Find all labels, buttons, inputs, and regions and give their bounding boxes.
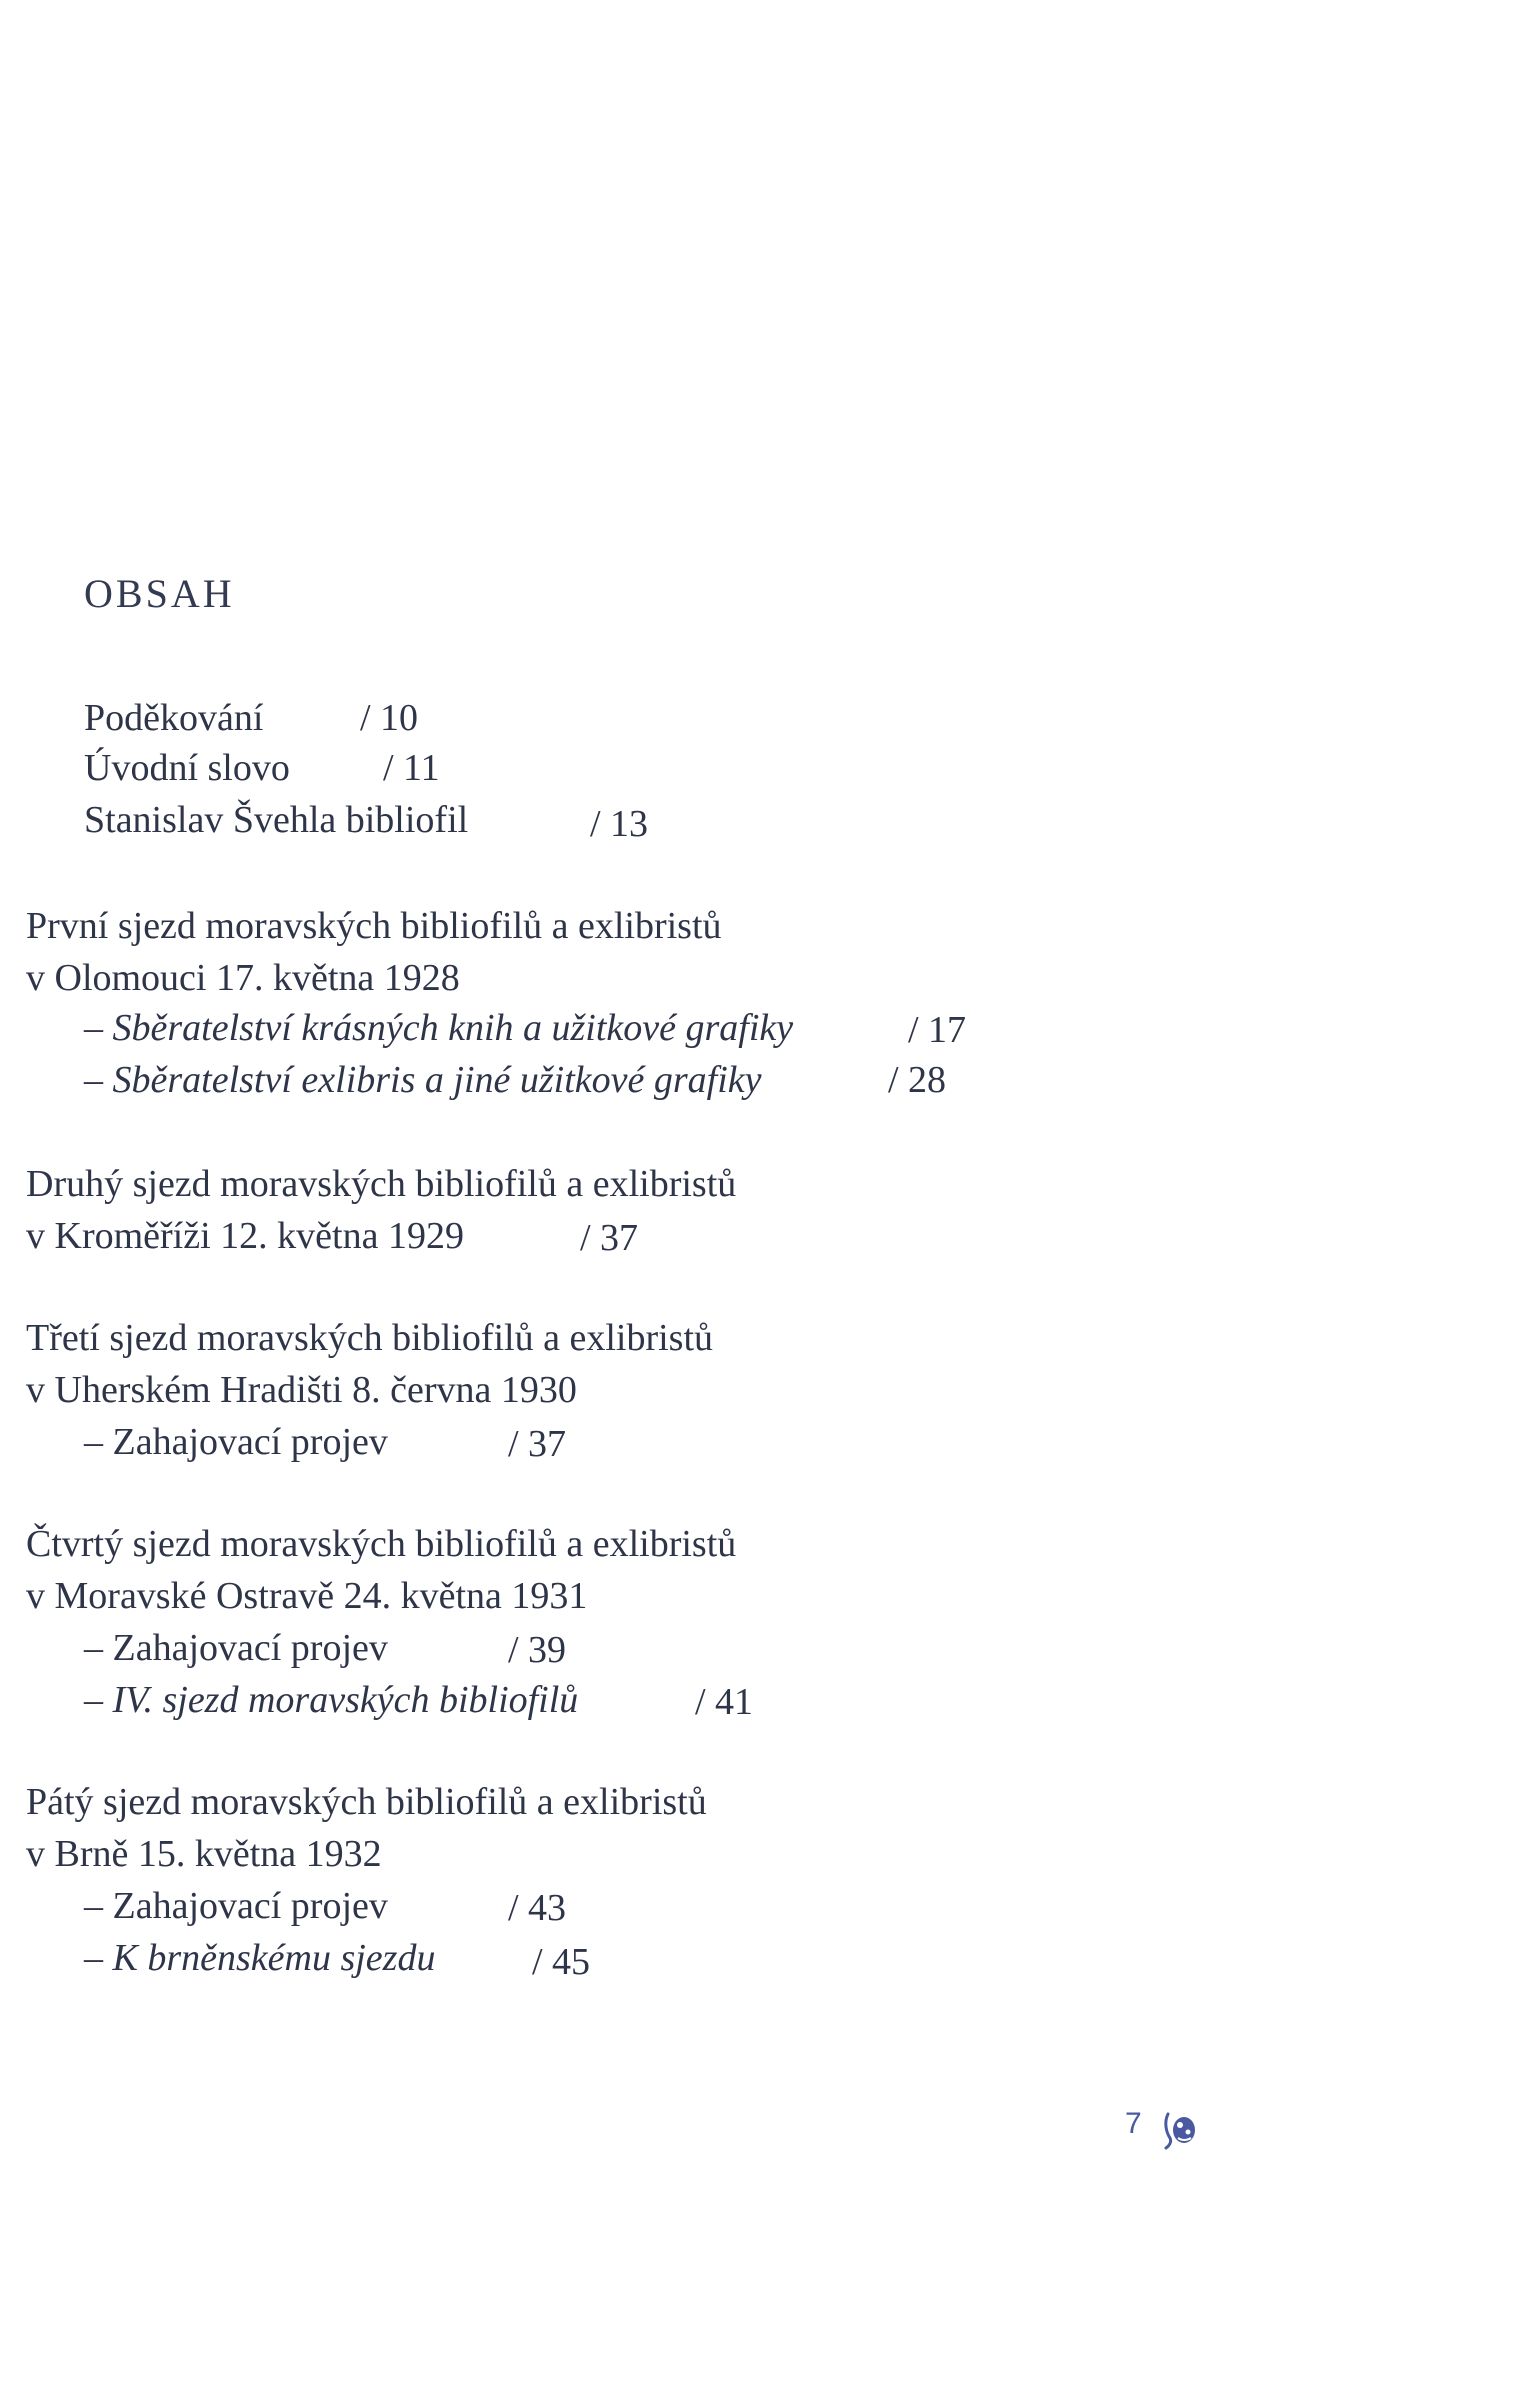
toc-subentry-title: – Sběratelství exlibris a jiné užitkové grafiky xyxy=(84,1059,762,1101)
toc-subentry-title: – IV. sjezd moravských bibliofilů xyxy=(84,1679,579,1721)
toc-section-heading: Druhý sjezd moravských bibliofilů a exlibristů xyxy=(26,1163,737,1205)
toc-subentry-page: / 45 xyxy=(532,1941,591,1983)
toc-section-place-date: v Brně 15. května 1932 xyxy=(26,1833,382,1875)
toc-entry-title: Úvodní slovo xyxy=(84,747,290,789)
toc-section-place-date: v Uherském Hradišti 8. června 1930 xyxy=(26,1369,577,1411)
toc-section-place-date: v Moravské Ostravě 24. května 1931 xyxy=(26,1575,588,1617)
toc-entry-page: / 13 xyxy=(590,803,649,845)
publisher-logo-icon xyxy=(1160,2108,1200,2152)
toc-subentry-page: / 43 xyxy=(508,1887,567,1929)
toc-subentry-page: / 17 xyxy=(908,1009,967,1051)
toc-subentry-title: – Sběratelství krásných knih a užitkové grafiky xyxy=(84,1007,794,1049)
page-number: 7 xyxy=(1125,2107,1142,2140)
toc-entry-page: / 37 xyxy=(580,1217,639,1259)
toc-subentry-page: / 41 xyxy=(695,1681,754,1723)
toc-subentry-page: / 39 xyxy=(508,1629,567,1671)
toc-entry-page: / 11 xyxy=(383,747,440,789)
toc-section-heading: Pátý sjezd moravských bibliofilů a exlibristů xyxy=(26,1781,707,1823)
toc-entry-title: Stanislav Švehla bibliofil xyxy=(84,799,469,841)
toc-subentry-title: – K brněnskému sjezdu xyxy=(84,1937,436,1979)
page-title: OBSAH xyxy=(84,571,235,616)
toc-subentry-title: – Zahajovací projev xyxy=(84,1885,388,1927)
toc-section-heading: První sjezd moravských bibliofilů a exlibristů xyxy=(26,905,722,947)
toc-subentry-title: – Zahajovací projev xyxy=(84,1627,388,1669)
toc-section-heading: Třetí sjezd moravských bibliofilů a exlibristů xyxy=(26,1317,714,1359)
toc-section-place-date: v Kroměříži 12. května 1929 xyxy=(26,1215,464,1257)
toc-subentry-page: / 28 xyxy=(888,1059,947,1101)
toc-entry-page: / 10 xyxy=(360,697,419,739)
toc-entry-title: Poděkování xyxy=(84,697,264,739)
toc-subentry-title: – Zahajovací projev xyxy=(84,1421,388,1463)
toc-section-place-date: v Olomouci 17. května 1928 xyxy=(26,957,460,999)
toc-section-heading: Čtvrtý sjezd moravských bibliofilů a exlibristů xyxy=(26,1523,737,1565)
toc-subentry-page: / 37 xyxy=(508,1423,567,1465)
